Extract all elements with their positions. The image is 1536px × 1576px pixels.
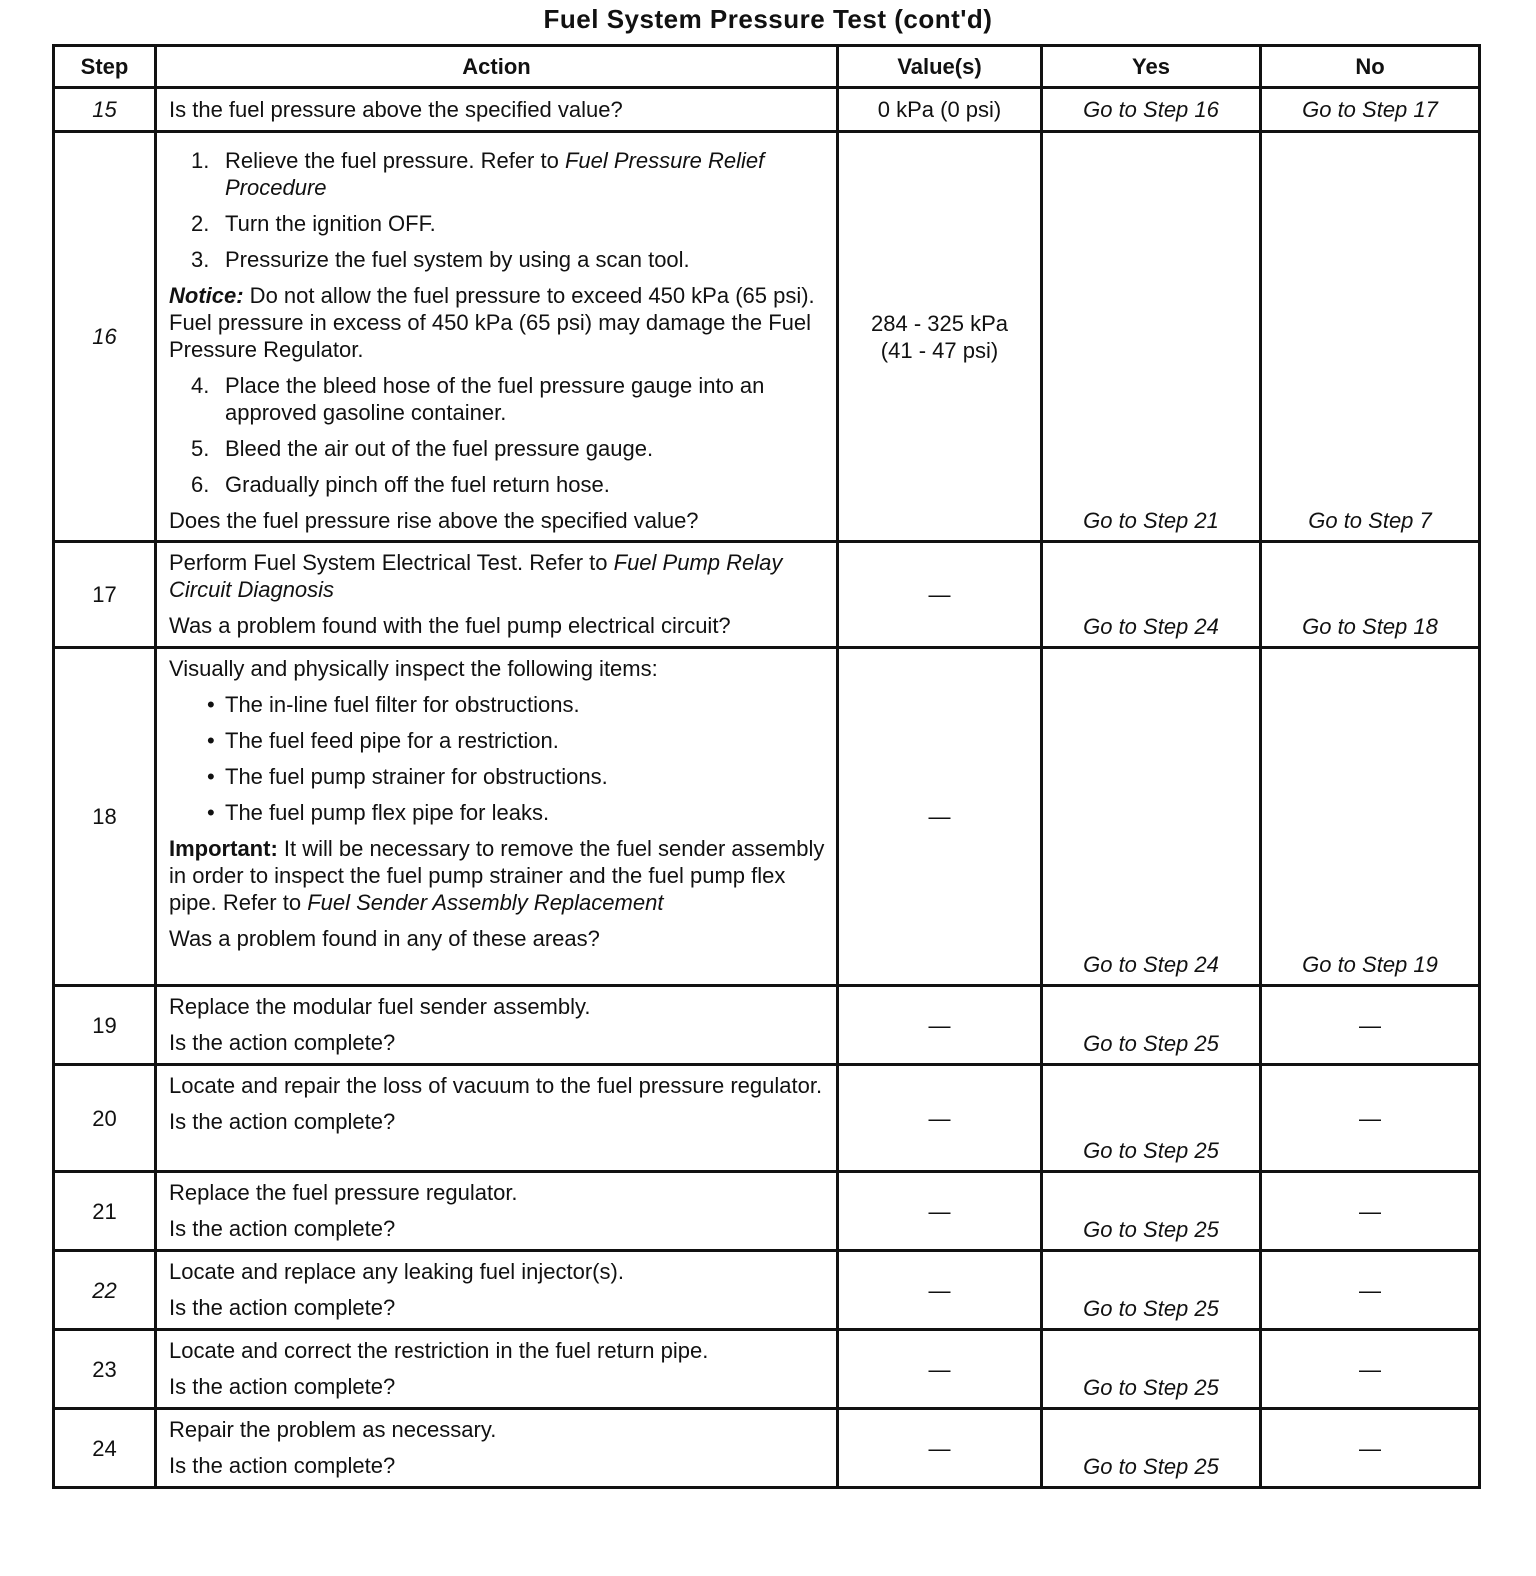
no-cell: — [1261, 1330, 1480, 1409]
action-cell [156, 1251, 838, 1330]
step-number: 23 [54, 1330, 156, 1409]
action-question: Is the action complete? [169, 1030, 396, 1055]
action-question: Is the action complete? [169, 1295, 396, 1320]
header-values: Value(s) [838, 46, 1042, 88]
procedure-reference: Fuel Sender Assembly Replacement [307, 890, 664, 915]
step-number: 18 [54, 648, 156, 986]
no-cell: Go to Step 18 [1261, 542, 1480, 648]
value-cell: — [838, 1172, 1042, 1251]
value-cell: — [838, 542, 1042, 648]
action-text: Perform Fuel System Electrical Test. Refer to Fuel Pump Relay Circuit Diagnosis [169, 550, 783, 602]
action-question: Is the action complete? [169, 1453, 396, 1478]
table-row [54, 986, 1480, 1065]
action-cell [156, 542, 838, 648]
value-cell: — [838, 1409, 1042, 1488]
table-row [54, 1409, 1480, 1488]
action-cell [156, 1172, 838, 1251]
no-cell: — [1261, 1172, 1480, 1251]
important-label: Important: [169, 836, 278, 861]
action-cell [156, 986, 838, 1065]
header-step: Step [54, 46, 156, 88]
procedure-reference: Fuel Pump Relay Circuit Diagnosis [169, 550, 783, 602]
action-cell [156, 88, 838, 132]
list-item: 4. Place the bleed hose of the fuel pressure gauge into an approved gasoline container. [191, 373, 765, 425]
step-number: 15 [54, 88, 156, 132]
action-cell [156, 648, 838, 986]
list-item: 6. Gradually pinch off the fuel return hose. [191, 472, 610, 497]
action-cell [156, 1330, 838, 1409]
table-row [54, 1251, 1480, 1330]
table-row [54, 1065, 1480, 1172]
yes-cell: Go to Step 25 [1042, 986, 1261, 1065]
yes-cell: Go to Step 25 [1042, 1330, 1261, 1409]
notice-text: Notice: Do not allow the fuel pressure to exceed 450 kPa (65 psi). Fuel pressure in excess of 450 kPa (65 psi) may damage the Fuel Pressure Regulator. [169, 283, 815, 362]
table-row [54, 88, 1480, 132]
list-item: 5. Bleed the air out of the fuel pressure gauge. [191, 436, 654, 461]
action-text: Locate and repair the loss of vacuum to the fuel pressure regulator. [169, 1073, 823, 1098]
header-row [54, 46, 1480, 88]
step-number: 24 [54, 1409, 156, 1488]
value-cell: 0 kPa (0 psi) [838, 88, 1042, 132]
list-item: 1. Relieve the fuel pressure. Refer to Fuel Pressure Relief Procedure [191, 148, 765, 200]
list-item: • The in-line fuel filter for obstructions. [207, 692, 580, 717]
no-cell: — [1261, 1065, 1480, 1172]
no-cell: — [1261, 986, 1480, 1065]
list-item: • The fuel pump strainer for obstructions. [207, 764, 608, 789]
step-number: 22 [54, 1251, 156, 1330]
yes-cell: Go to Step 25 [1042, 1172, 1261, 1251]
header-no: No [1261, 46, 1480, 88]
header-yes: Yes [1042, 46, 1261, 88]
table-row [54, 1172, 1480, 1251]
yes-cell: Go to Step 25 [1042, 1409, 1261, 1488]
notice-label: Notice: [169, 283, 244, 308]
yes-cell: Go to Step 21 [1042, 132, 1261, 542]
action-question: Is the action complete? [169, 1374, 396, 1399]
no-cell: Go to Step 17 [1261, 88, 1480, 132]
action-question: Was a problem found in any of these areas? [169, 926, 600, 951]
list-item: 2. Turn the ignition OFF. [191, 211, 436, 236]
action-question: Is the fuel pressure above the specified value? [169, 97, 623, 122]
value-cell: — [838, 986, 1042, 1065]
no-cell: Go to Step 19 [1261, 648, 1480, 986]
value-cell: — [838, 1330, 1042, 1409]
yes-cell: Go to Step 25 [1042, 1065, 1261, 1172]
step-number: 19 [54, 986, 156, 1065]
yes-cell: Go to Step 24 [1042, 648, 1261, 986]
action-text: Replace the modular fuel sender assembly. [169, 994, 591, 1019]
action-question: Is the action complete? [169, 1216, 396, 1241]
header-action: Action [156, 46, 838, 88]
table-row [54, 648, 1480, 986]
page-title: Fuel System Pressure Test (cont'd) [543, 4, 993, 34]
table-row [54, 132, 1480, 542]
action-text: Locate and replace any leaking fuel injector(s). [169, 1259, 624, 1284]
value-cell: — [838, 1065, 1042, 1172]
value-cell: 284 - 325 kPa (41 - 47 psi) [838, 132, 1042, 542]
action-cell [156, 132, 838, 542]
no-cell: — [1261, 1251, 1480, 1330]
list-item: • The fuel pump flex pipe for leaks. [207, 800, 550, 825]
action-question: Was a problem found with the fuel pump electrical circuit? [169, 613, 731, 638]
action-text: Repair the problem as necessary. [169, 1417, 497, 1442]
action-question: Does the fuel pressure rise above the specified value? [169, 508, 699, 533]
value-cell: — [838, 648, 1042, 986]
important-text: Important: It will be necessary to remove the fuel sender assembly in order to inspect the fuel pump strainer and the fuel pump flex pipe. Refer to Fuel Sender Assembly Replacement [169, 836, 825, 915]
no-cell: — [1261, 1409, 1480, 1488]
yes-cell: Go to Step 24 [1042, 542, 1261, 648]
procedure-table [52, 44, 1481, 1489]
action-question: Is the action complete? [169, 1109, 396, 1134]
no-cell: Go to Step 7 [1261, 132, 1480, 542]
list-item: • The fuel feed pipe for a restriction. [207, 728, 559, 753]
yes-cell: Go to Step 16 [1042, 88, 1261, 132]
value-cell: — [838, 1251, 1042, 1330]
action-cell [156, 1065, 838, 1172]
list-item: 3. Pressurize the fuel system by using a scan tool. [191, 247, 690, 272]
table-row [54, 1330, 1480, 1409]
step-number: 16 [54, 132, 156, 542]
table-row [54, 542, 1480, 648]
action-text: Replace the fuel pressure regulator. [169, 1180, 518, 1205]
yes-cell: Go to Step 25 [1042, 1251, 1261, 1330]
step-number: 17 [54, 542, 156, 648]
procedure-reference: Fuel Pressure Relief Procedure [225, 148, 765, 200]
action-text: Locate and correct the restriction in the fuel return pipe. [169, 1338, 709, 1363]
step-number: 20 [54, 1065, 156, 1172]
step-number: 21 [54, 1172, 156, 1251]
action-text: Visually and physically inspect the following items: [169, 656, 658, 681]
action-cell [156, 1409, 838, 1488]
